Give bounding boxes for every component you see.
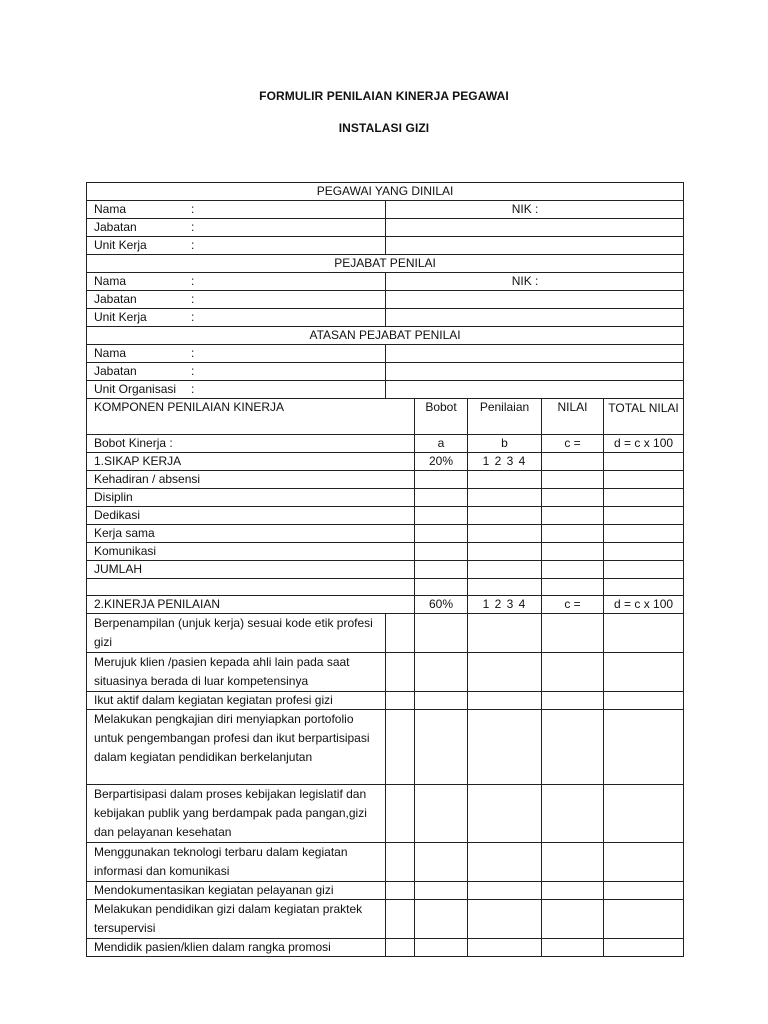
atasan-heading: ATASAN PEJABAT PENILAI — [87, 327, 684, 345]
atasan-nama-field[interactable] — [386, 345, 684, 363]
penilaian-cell[interactable] — [468, 579, 542, 596]
pejabat-nama-row — [87, 273, 684, 291]
total-cell[interactable] — [604, 614, 684, 653]
nilai-cell[interactable] — [542, 710, 604, 785]
table-row — [87, 882, 684, 900]
total-cell[interactable] — [604, 471, 684, 489]
pejabat-unit-row — [87, 309, 684, 327]
bobot-cell[interactable] — [415, 561, 468, 579]
penilaian-cell[interactable] — [468, 939, 542, 957]
penilaian-cell[interactable] — [468, 653, 542, 692]
check-cell[interactable] — [386, 939, 415, 957]
atasan-heading-row — [87, 327, 684, 345]
table-row — [87, 785, 684, 843]
pegawai-heading-row — [87, 183, 684, 201]
pegawai-nama-row — [87, 201, 684, 219]
bobot-cell[interactable] — [415, 653, 468, 692]
pegawai-jabatan-row — [87, 219, 684, 237]
pejabat-nama-label[interactable]: Nama : — [87, 273, 386, 291]
bobot-cell[interactable] — [415, 543, 468, 561]
atasan-jabatan-field[interactable] — [386, 363, 684, 381]
section2-scale: 1 2 3 4 — [468, 596, 542, 614]
section2-item: Melakukan pendidikan gizi dalam kegiatan praktek tersupervisi — [87, 900, 386, 939]
total-cell[interactable] — [604, 882, 684, 900]
total-cell[interactable] — [604, 579, 684, 596]
section1-title: 1.SIKAP KERJA — [87, 453, 415, 471]
spacer-cell — [87, 579, 415, 596]
nilai-cell[interactable] — [542, 579, 604, 596]
bobot-cell[interactable] — [415, 489, 468, 507]
pejabat-jabatan-row — [87, 291, 684, 309]
komponen-header-row — [87, 399, 684, 435]
total-cell[interactable] — [604, 900, 684, 939]
penilaian-cell[interactable] — [468, 710, 542, 785]
check-cell[interactable] — [386, 710, 415, 785]
penilaian-cell[interactable] — [468, 882, 542, 900]
pegawai-unit-field[interactable] — [386, 237, 684, 255]
bobot-kinerja-row — [87, 435, 684, 453]
form-subtitle: INSTALASI GIZI — [338, 121, 430, 135]
section2-nilai: c = — [542, 596, 604, 614]
pejabat-heading-row — [87, 255, 684, 273]
total-cell[interactable] — [604, 692, 684, 710]
table-row — [87, 653, 684, 692]
pejabat-jabatan-label[interactable]: Jabatan : — [87, 291, 386, 309]
section2-item: Berpartisipasi dalam proses kebijakan legislatif dan kebijakan publik yang berdampak pada pangan,gizi dan pelayanan kesehatan — [87, 785, 386, 843]
section2-total: d = c x 100 — [604, 596, 684, 614]
section1-item: Kerja sama — [87, 525, 415, 543]
pejabat-heading: PEJABAT PENILAI — [87, 255, 684, 273]
nilai-cell[interactable] — [542, 614, 604, 653]
section2-item: Berpenampilan (unjuk kerja) sesuai kode etik profesi gizi — [87, 614, 386, 653]
total-cell[interactable] — [604, 507, 684, 525]
atasan-unit-row — [87, 381, 684, 399]
pegawai-unit-label[interactable]: Unit Kerja : — [87, 237, 386, 255]
spacer-row — [87, 579, 684, 596]
nilai-cell[interactable] — [542, 843, 604, 882]
section2-bobot: 60% — [415, 596, 468, 614]
jumlah-label: JUMLAH — [87, 561, 415, 579]
total-cell[interactable] — [604, 939, 684, 957]
pejabat-unit-label[interactable]: Unit Kerja : — [87, 309, 386, 327]
bobot-cell[interactable] — [415, 882, 468, 900]
table-row — [87, 939, 684, 957]
section2-item: Mendidik pasien/klien dalam rangka promosi — [87, 939, 386, 957]
total-cell[interactable] — [604, 561, 684, 579]
nilai-cell[interactable] — [542, 900, 604, 939]
bobot-cell[interactable] — [415, 900, 468, 939]
penilaian-cell[interactable] — [468, 785, 542, 843]
pegawai-jabatan-field[interactable] — [386, 219, 684, 237]
total-cell[interactable] — [604, 785, 684, 843]
check-cell[interactable] — [386, 692, 415, 710]
form-title: FORMULIR PENILAIAN KINERJA PEGAWAI — [259, 89, 509, 103]
penilaian-cell[interactable] — [468, 507, 542, 525]
penilaian-cell[interactable] — [468, 843, 542, 882]
atasan-unit-label[interactable]: Unit Organisasi : — [87, 381, 386, 399]
section1-item: Komunikasi — [87, 543, 415, 561]
section2-item: Merujuk klien /pasien kepada ahli lain pada saat situasinya berada di luar kompetensinya — [87, 653, 386, 692]
penilaian-cell[interactable] — [468, 525, 542, 543]
table-row — [87, 710, 684, 785]
col-total-nilai: TOTAL NILAI — [604, 399, 684, 435]
penilaian-cell[interactable] — [468, 900, 542, 939]
check-cell[interactable] — [386, 843, 415, 882]
atasan-jabatan-row — [87, 363, 684, 381]
section2-item: Ikut aktif dalam kegiatan kegiatan profesi gizi — [87, 692, 386, 710]
penilaian-cell[interactable] — [468, 561, 542, 579]
pegawai-nik-field[interactable]: NIK : — [386, 201, 684, 219]
penilaian-cell[interactable] — [468, 692, 542, 710]
check-cell[interactable] — [386, 614, 415, 653]
check-cell[interactable] — [386, 653, 415, 692]
table-row — [87, 900, 684, 939]
penilaian-cell[interactable] — [468, 489, 542, 507]
table-row — [87, 471, 684, 489]
section1-total-cell[interactable] — [604, 453, 684, 471]
table-row — [87, 525, 684, 543]
pegawai-jabatan-label[interactable]: Jabatan : — [87, 219, 386, 237]
atasan-jabatan-label[interactable]: Jabatan : — [87, 363, 386, 381]
total-cell[interactable] — [604, 843, 684, 882]
nilai-cell[interactable] — [542, 939, 604, 957]
nilai-cell[interactable] — [542, 785, 604, 843]
bobot-cell[interactable] — [415, 507, 468, 525]
bobot-cell[interactable] — [415, 692, 468, 710]
section1-item: Dedikasi — [87, 507, 415, 525]
code-a: a — [415, 435, 468, 453]
total-cell[interactable] — [604, 489, 684, 507]
section1-item: Kehadiran / absensi — [87, 471, 415, 489]
table-row — [87, 692, 684, 710]
pejabat-unit-field[interactable] — [386, 309, 684, 327]
komponen-heading: KOMPONEN PENILAIAN KINERJA — [87, 399, 415, 435]
check-cell[interactable] — [386, 882, 415, 900]
table-row — [87, 507, 684, 525]
code-b: b — [468, 435, 542, 453]
section2-item: Melakukan pengkajian diri menyiapkan portofolio untuk pengembangan profesi dan ikut berpartisipasi dalam kegiatan pendidikan berkelanjutan — [87, 710, 386, 785]
code-d: d = c x 100 — [604, 435, 684, 453]
section2-title: 2.KINERJA PENILAIAN — [87, 596, 415, 614]
check-cell[interactable] — [386, 900, 415, 939]
col-nilai: NILAI — [542, 399, 604, 435]
atasan-unit-field[interactable] — [386, 381, 684, 399]
table-row — [87, 543, 684, 561]
nilai-cell[interactable] — [542, 653, 604, 692]
total-cell[interactable] — [604, 653, 684, 692]
nilai-cell[interactable] — [542, 471, 604, 489]
bobot-cell[interactable] — [415, 785, 468, 843]
table-row — [87, 489, 684, 507]
atasan-nama-label[interactable]: Nama : — [87, 345, 386, 363]
penilaian-cell[interactable] — [468, 543, 542, 561]
nilai-cell[interactable] — [542, 692, 604, 710]
section1-bobot: 20% — [415, 453, 468, 471]
total-cell[interactable] — [604, 710, 684, 785]
bobot-kinerja-label: Bobot Kinerja : — [87, 435, 415, 453]
bobot-cell[interactable] — [415, 843, 468, 882]
bobot-cell[interactable] — [415, 579, 468, 596]
section2-title-row — [87, 596, 684, 614]
pegawai-nama-label[interactable]: Nama : — [87, 201, 386, 219]
section1-title-row — [87, 453, 684, 471]
nilai-cell[interactable] — [542, 543, 604, 561]
code-c: c = — [542, 435, 604, 453]
pejabat-nik-field[interactable]: NIK : — [386, 273, 684, 291]
table-row — [87, 843, 684, 882]
col-penilaian: Penilaian — [468, 399, 542, 435]
table-row — [87, 614, 684, 653]
penilaian-cell[interactable] — [468, 471, 542, 489]
nilai-cell[interactable] — [542, 561, 604, 579]
nilai-cell[interactable] — [542, 489, 604, 507]
total-cell[interactable] — [604, 525, 684, 543]
section1-nilai-cell[interactable] — [542, 453, 604, 471]
nilai-cell[interactable] — [542, 882, 604, 900]
assessment-table — [86, 182, 684, 957]
total-cell[interactable] — [604, 543, 684, 561]
bobot-cell[interactable] — [415, 525, 468, 543]
check-cell[interactable] — [386, 785, 415, 843]
section2-item: Menggunakan teknologi terbaru dalam kegiatan informasi dan komunikasi — [87, 843, 386, 882]
bobot-cell[interactable] — [415, 710, 468, 785]
bobot-cell[interactable] — [415, 614, 468, 653]
penilaian-cell[interactable] — [468, 614, 542, 653]
jumlah-row — [87, 561, 684, 579]
pegawai-unit-row — [87, 237, 684, 255]
section1-scale: 1 2 3 4 — [468, 453, 542, 471]
nilai-cell[interactable] — [542, 525, 604, 543]
pejabat-jabatan-field[interactable] — [386, 291, 684, 309]
atasan-nama-row — [87, 345, 684, 363]
bobot-cell[interactable] — [415, 939, 468, 957]
section2-item: Mendokumentasikan kegiatan pelayanan gizi — [87, 882, 386, 900]
bobot-cell[interactable] — [415, 471, 468, 489]
pegawai-heading: PEGAWAI YANG DINILAI — [87, 183, 684, 201]
nilai-cell[interactable] — [542, 507, 604, 525]
col-bobot: Bobot — [415, 399, 468, 435]
section1-item: Disiplin — [87, 489, 415, 507]
